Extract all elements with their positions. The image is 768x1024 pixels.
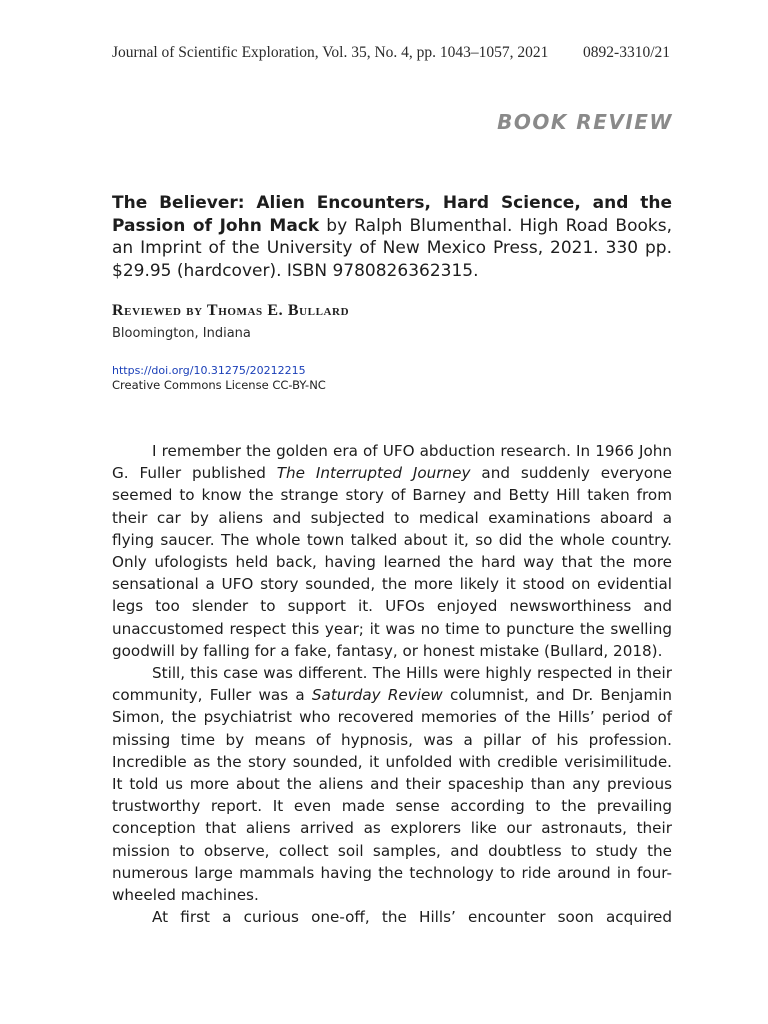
paragraph-2-magazine-title: Saturday Review [311, 686, 443, 705]
review-body [112, 440, 672, 928]
section-label: BOOK REVIEW [497, 110, 673, 134]
license-text: Creative Commons License CC-BY-NC [112, 378, 326, 392]
issn: 0892-3310/21 [583, 44, 670, 61]
reviewer-byline: Reviewed by Thomas E. Bullard [112, 302, 350, 319]
reviewer-location: Bloomington, Indiana [112, 326, 251, 341]
book-citation [112, 192, 672, 282]
paragraph-2-text-b: columnist, and Dr. Benjamin Simon, the psychiatrist who recovered memories of the Hills’ period of missing time by means of hypnosis, was a pillar of his profession. Incredible as the story sounded, it unfolded with credible verisimilitude. It told us more about the aliens and their spaceship than any previous trustworthy report. It even made sense according to the prevailing conception that aliens arrived as explorers like our astronauts, their mission to observe, collect soil samples, and doubtless to study the numerous large mammals having the technology to ride around in four-wheeled machines. [112, 686, 672, 905]
book-details: by Ralph Blumenthal. High Road Books, an Imprint of the University of New Mexico Press, 2021. 330 pp. $29.95 (hardcover). ISBN 9780826362315. [112, 215, 672, 281]
paragraph-3: At first a curious one-off, the Hills’ encounter soon acquired [152, 908, 672, 927]
doi-link[interactable]: https://doi.org/10.31275/20212215 [112, 364, 306, 377]
paragraph-1-text-b: and suddenly everyone seemed to know the strange story of Barney and Betty Hill taken from their car by aliens and subjected to medical examinations aboard a flying saucer. The whole town talked about it, so did the whole country. Only ufologists held back, having learned the hard way that the more sensational a UFO story sounded, the more likely it stood on evidential legs too slender to support it. UFOs enjoyed newsworthiness and unaccustomed respect this year; it was no time to puncture the swelling goodwill by falling for a fake, fantasy, or honest mistake (Bullard, 2018). [112, 464, 672, 660]
paragraph-2-text-a: Still, this case was different. The Hills were highly respected in their community, Fuller was a [112, 664, 672, 705]
running-head [112, 44, 670, 64]
paragraph-1-book-title: The Interrupted Journey [276, 464, 471, 483]
paragraph-1 [112, 440, 672, 662]
paragraph-2 [112, 662, 672, 906]
paragraph-1-text-a: I remember the golden era of UFO abduction research. In 1966 John G. Fuller published [112, 442, 672, 483]
book-title: The Believer: Alien Encounters, Hard Science, and the Passion of John Mack [112, 193, 672, 236]
journal-citation: Journal of Scientific Exploration, Vol. 35, No. 4, pp. 1043–1057, 2021 [112, 44, 549, 61]
